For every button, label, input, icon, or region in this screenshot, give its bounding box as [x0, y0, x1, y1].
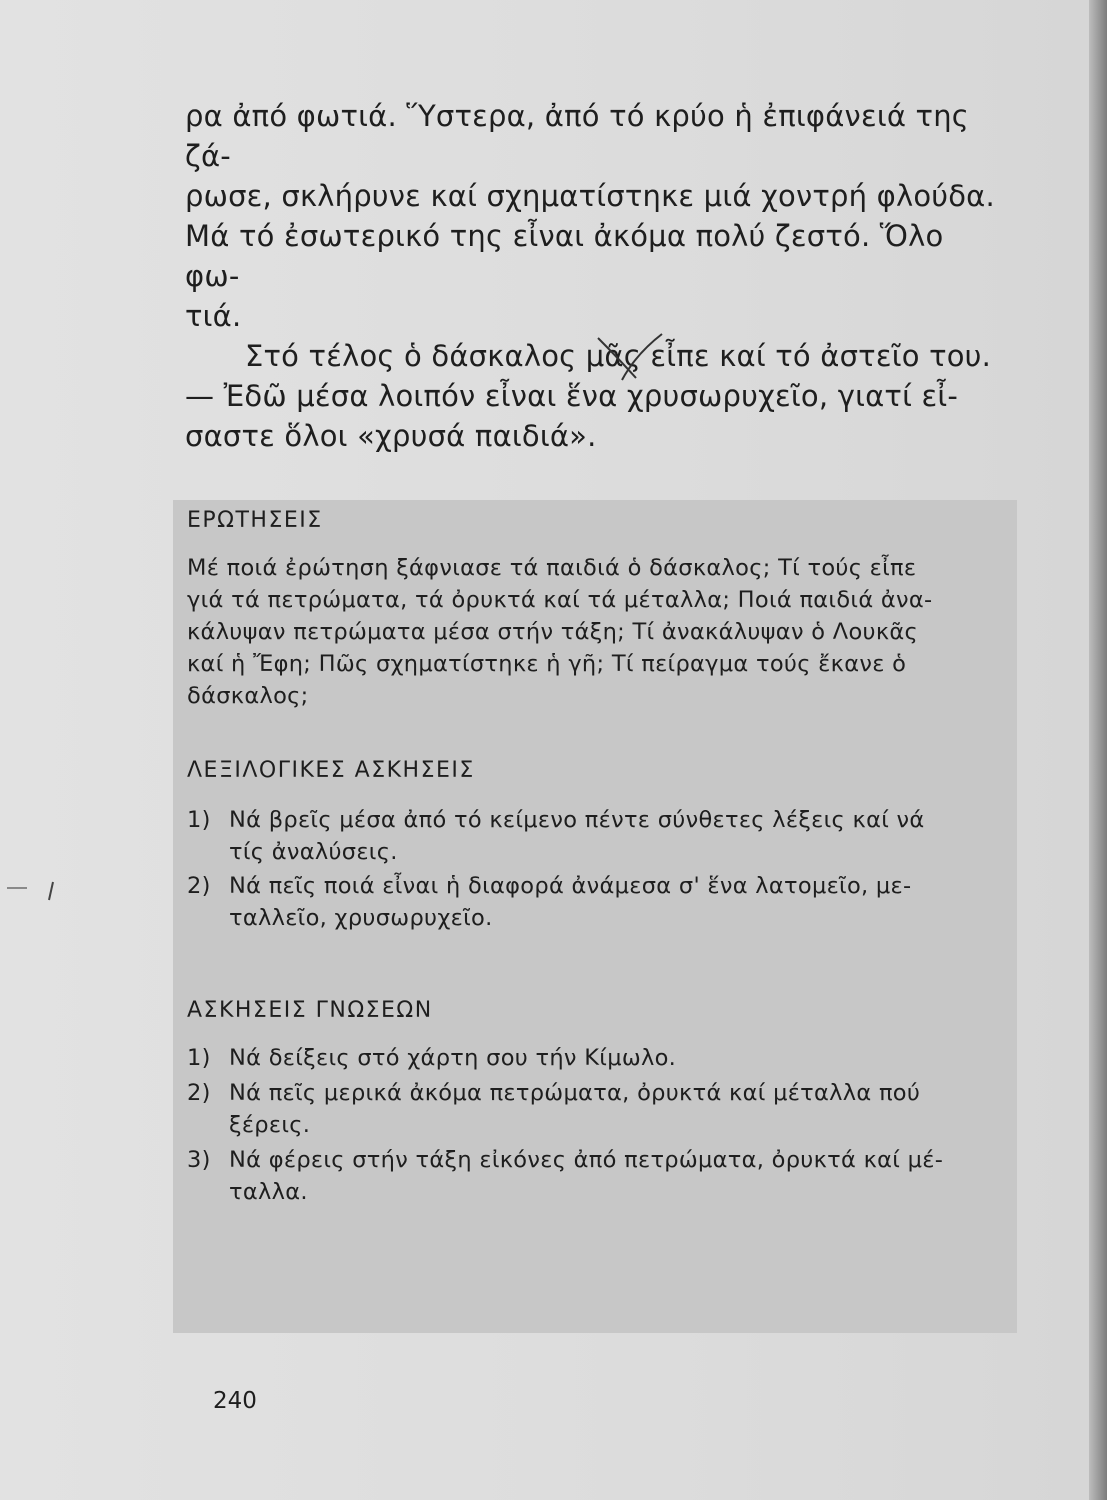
vocab-heading: ΛΕΞΙΛΟΓΙΚΕΣ ΑΣΚΗΣΕΙΣ — [187, 758, 475, 783]
item-line: ξέρεις. — [229, 1112, 311, 1138]
item-number: 1) — [187, 1045, 211, 1071]
question-line: Μέ ποιά ἐρώτηση ξάφνιασε τά παιδιά ὁ δάσκαλος; Τί τούς εἶπε — [187, 555, 917, 581]
item-number: 1) — [187, 807, 211, 833]
question-line: γιά τά πετρώματα, τά ὀρυκτά καί τά μέταλλα; Ποιά παιδιά ἀνα- — [187, 587, 933, 613]
item-line: Νά βρεῖς μέσα ἀπό τό κείμενο πέντε σύνθετες λέξεις καί νά — [229, 807, 925, 833]
item-line: τίς ἀναλύσεις. — [229, 839, 398, 865]
story-line: ρα ἀπό φωτιά. Ὕστερα, ἀπό τό κρύο ἡ ἐπιφάνειά της ζά- — [185, 99, 970, 173]
questions-heading: ΕΡΩΤΗΣΕΙΣ — [187, 508, 323, 533]
story-text — [185, 96, 1000, 456]
knowledge-exercise-3 — [187, 1144, 1002, 1208]
item-line: ταλλεῖο, χρυσωρυχεῖο. — [229, 905, 493, 931]
story-line: — Ἐδῶ μέσα λοιπόν εἶναι ἕνα χρυσωρυχεῖο, γιατί εἶ- — [185, 379, 959, 413]
item-line: Νά δείξεις στό χάρτη σου τήν Κίμωλο. — [229, 1045, 677, 1071]
item-line: Νά φέρεις στήν τάξη εἰκόνες ἀπό πετρώματα, ὀρυκτά καί μέ- — [229, 1147, 944, 1173]
vocab-exercise-2 — [187, 870, 1002, 934]
page-edge-shadow — [1089, 0, 1107, 1500]
item-line: ταλλα. — [229, 1179, 308, 1205]
question-line: κάλυψαν πετρώματα μέσα στήν τάξη; Τί ἀνακάλυψαν ὁ Λουκᾶς — [187, 619, 919, 645]
question-line: δάσκαλος; — [187, 683, 309, 709]
story-line: σαστε ὅλοι «χρυσά παιδιά». — [185, 419, 597, 453]
page-number: 240 — [213, 1388, 257, 1414]
item-line: Νά πεῖς μερικά ἀκόμα πετρώματα, ὀρυκτά καί μέταλλα πού — [229, 1080, 921, 1106]
item-line: Νά πεῖς ποιά εἶναι ἡ διαφορά ἀνάμεσα σ' ἕνα λατομεῖο, με- — [229, 873, 912, 899]
vocab-exercise-1 — [187, 804, 1002, 868]
knowledge-exercise-2 — [187, 1077, 1002, 1141]
story-line: Μά τό ἐσωτερικό της εἶναι ἀκόμα πολύ ζεστό. Ὅλο φω- — [185, 219, 944, 293]
story-line: ρωσε, σκλήρυνε καί σχηματίστηκε μιά χοντρή φλούδα. — [185, 179, 995, 213]
question-line: καί ἡ Ἔφη; Πῶς σχηματίστηκε ἡ γῆ; Τί πείραγμα τούς ἔκανε ὁ — [187, 651, 907, 677]
item-number: 2) — [187, 873, 211, 899]
item-number: 2) — [187, 1080, 211, 1106]
item-number: 3) — [187, 1147, 211, 1173]
handwritten-x-mark — [592, 328, 668, 384]
story-line: Στό τέλος ὁ δάσκαλος μᾶς εἶπε καί τό ἀστεῖο του. — [245, 339, 992, 373]
story-line: τιά. — [185, 299, 242, 333]
knowledge-exercise-1 — [187, 1042, 1002, 1074]
knowledge-heading: ΑΣΚΗΣΕΙΣ ΓΝΩΣΕΩΝ — [187, 998, 433, 1023]
questions-text — [187, 552, 1002, 712]
margin-pencil-mark — [5, 880, 55, 902]
